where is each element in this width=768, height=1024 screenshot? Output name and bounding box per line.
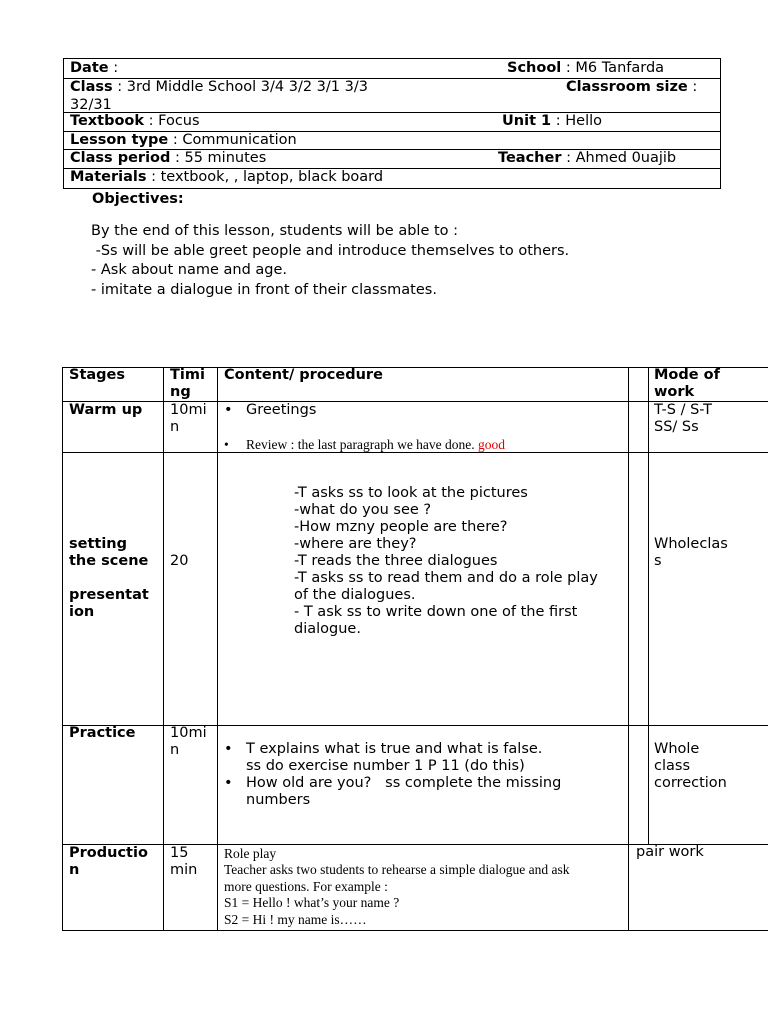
bullet-icon: • [224,402,233,418]
procedure-line: Teacher asks two students to rehearse a simple dialogue and ask [224,862,570,878]
header-mode: Mode of work [654,367,720,400]
procedure-line: dialogue. [294,621,361,637]
mode-presentation: Wholeclas s [654,536,728,569]
procedure-presentation [294,485,598,638]
stage-setting-the-scene: setting the scene presentat ion [69,536,149,620]
timing-practice: 10mi n [170,725,207,758]
lesson-plan-table: Stages Timi ng Content/ procedure Mode of work Warm up 10mi n • Greetings • Review : the last paragraph we have done. good T-S / S-T SS/ Ss setting the scene presentat ion 20 -T asks ss to look at the pictures -what do you see ? -How mzny people are there? -where are they? -T reads the three dialogues -T asks ss to read them and do a role play of the dialogues. - T ask ss to write down one of the first dialogue. Wholeclas s Practice 10mi n • T explains what is true and what is false. ss do exercise number 1 P 11 (do this) • How old are you? ss complete the missing numbers Whole class correction Productio n 15 min Role play Teacher asks two students to rehearse a simple dialogue and ask more questions. For example : S1 = Hello ! what’s your name ? S2 = Hi ! my name is…… pair work [62,367,768,931]
info-row-textbook: Textbook : Focus Unit 1 : Hello [63,113,721,132]
mode-warm-up: T-S / S-T SS/ Ss [654,402,713,435]
lesson-info-table [63,58,721,189]
class-period-value: 55 minutes [184,150,267,166]
class-value-continued: 32/31 [70,96,112,113]
column-divider [217,367,218,931]
header-timing: Timi ng [170,367,205,400]
class-period-label: Class period [70,150,171,166]
column-divider [648,367,649,844]
procedure-line: -T asks ss to look at the pictures [294,485,528,501]
objective-item: - Ask about name and age. [91,262,288,278]
objectives-intro: By the end of this lesson, students will be able to : [91,223,459,239]
mode-practice: Whole class correction [654,741,727,791]
procedure-line: more questions. For example : [224,878,388,894]
timing-presentation: 20 [170,553,189,569]
school-value: M6 Tanfarda [575,60,665,76]
lesson-type-value: Communication [182,132,297,148]
procedure-production [224,846,569,928]
procedure-line: S1 = Hello ! what’s your name ? [224,895,400,911]
table-border [62,367,63,931]
teacher-value: Ahmed 0uajib [575,150,677,166]
header-content: Content/ procedure [224,367,383,383]
column-divider [628,367,629,844]
objectives-title: Objectives: [92,191,184,207]
procedure-line: of the dialogues. [294,587,416,603]
lesson-type-label: Lesson type [70,132,169,148]
info-row-date: Date : School : M6 Tanfarda [63,58,721,79]
procedure-line: Role play [224,846,277,861]
class-label: Class [70,79,113,95]
procedure-line: -where are they? [294,536,417,552]
textbook-value: Focus [158,113,200,129]
procedure-line: -How mzny people are there? [294,519,508,535]
procedure-line: -T reads the three dialogues [294,553,498,569]
mode-production: pair work [636,844,704,860]
stage-warm-up: Warm up [69,402,143,418]
class-value: 3rd Middle School 3/4 3/2 3/1 3/3 [126,79,368,95]
procedure-line: - T ask ss to write down one of the first [294,604,578,620]
bullet-icon: • [224,437,229,452]
school-label: School [507,60,562,76]
column-divider [628,844,629,931]
procedure-line: -T asks ss to read them and do a role play [294,570,598,586]
info-row-materials: Materials : textbook, , laptop, black board [63,169,721,189]
date-label: Date [70,60,109,76]
column-divider [163,367,164,931]
materials-label: Materials [70,169,147,185]
stage-production: Productio n [69,845,148,878]
textbook-label: Textbook [70,113,145,129]
stage-practice: Practice [69,725,136,741]
unit-value: Hello [565,113,603,129]
objective-item: - imitate a dialogue in front of their classmates. [91,282,437,298]
header-stages: Stages [69,367,126,383]
info-row-class-period: Class period : 55 minutes Teacher : Ahmed 0uajib [63,150,721,169]
bullet-icon: • [224,775,233,791]
objective-item: -Ss will be able greet people and introduce themselves to others. [91,243,570,259]
timing-warm-up: 10mi n [170,402,207,435]
unit-label: Unit 1 [502,113,552,129]
info-row-lesson-type: Lesson type : Communication [63,132,721,150]
info-row-class: Class : 3rd Middle School 3/4 3/2 3/1 3/3 32/31 Classroom size : [63,79,721,113]
teacher-label: Teacher [498,150,562,166]
teacher-note: good [478,437,506,452]
bullet-icon: • [224,741,233,757]
row-divider [62,725,768,726]
materials-value: textbook, , laptop, black board [160,169,384,185]
procedure-line: S2 = Hi ! my name is…… [224,911,367,927]
classroom-size-label: Classroom size [566,79,688,95]
table-border [62,930,768,931]
procedure-line: -what do you see ? [294,502,432,518]
timing-production: 15 min [170,845,198,878]
